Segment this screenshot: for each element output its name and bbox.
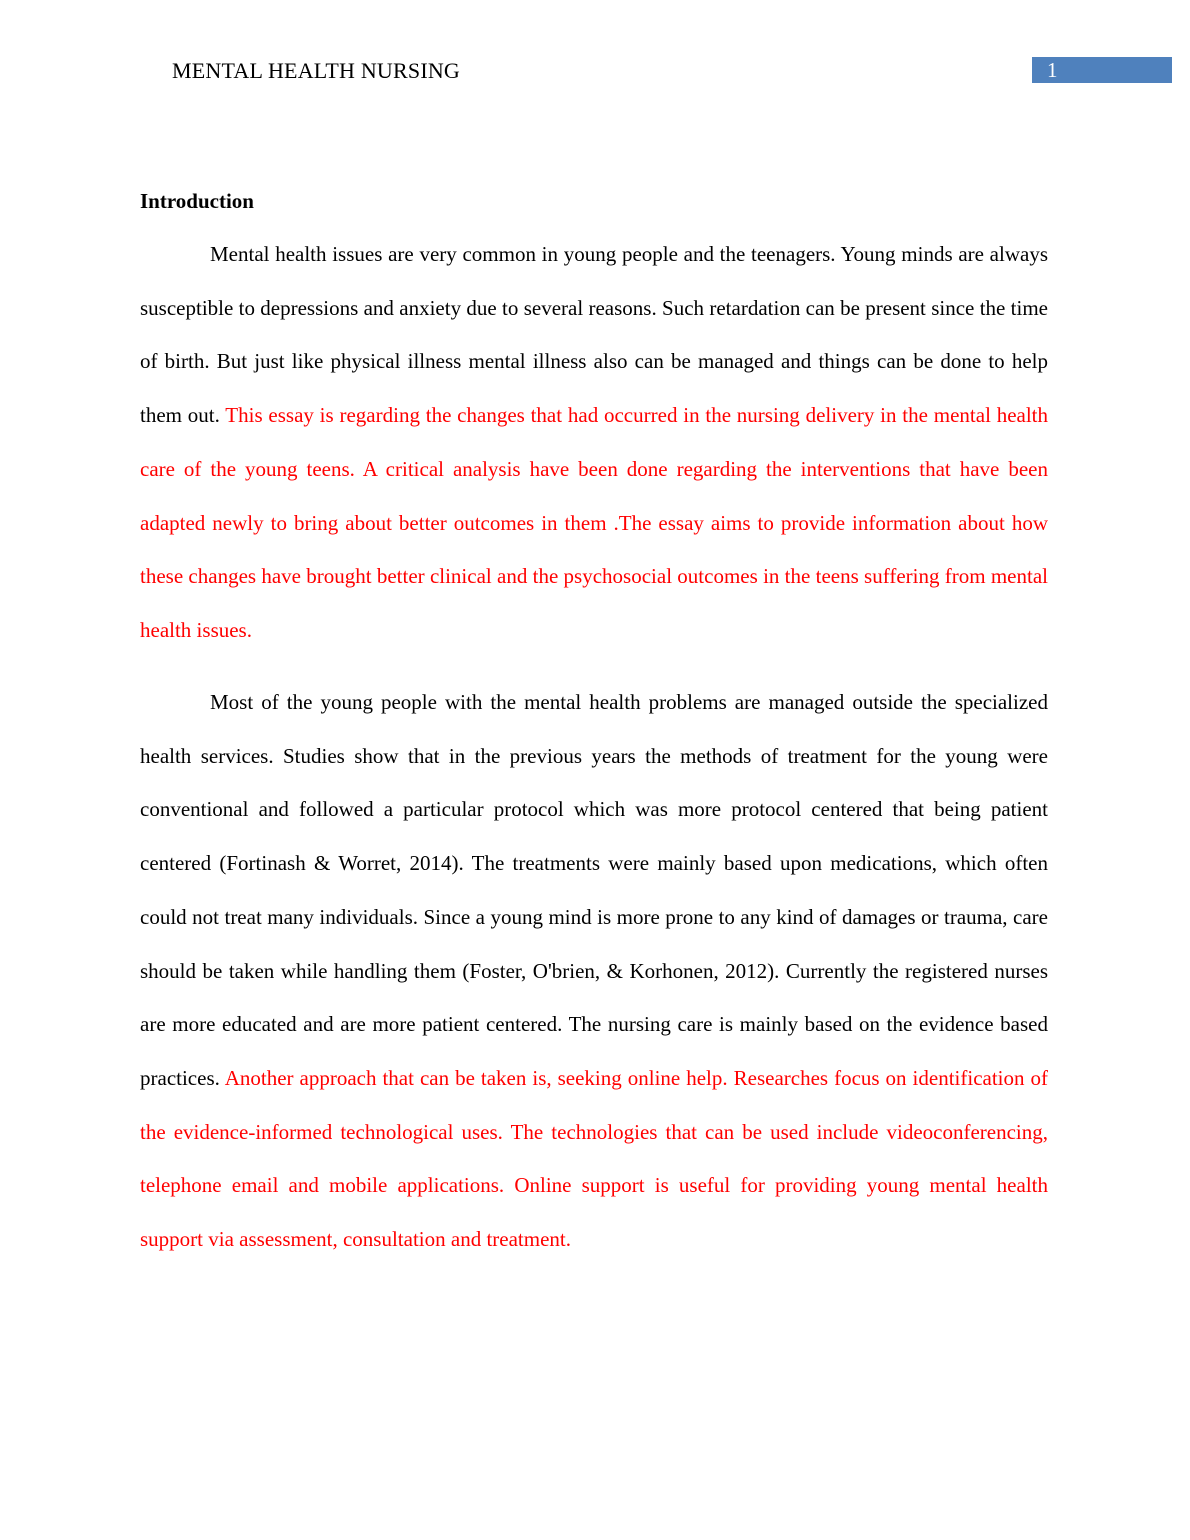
- body-paragraph: [140, 676, 1048, 1267]
- page-number: 1: [1047, 58, 1058, 82]
- paragraph-text: Most of the young people with the mental health problems are managed outside the specialized health services. Studies show that in the previous years the methods of treatment for the young were conventional and followed a particular protocol which was more protocol centered that being patient centered (Fortinash & Worret, 2014). The treatments were mainly based upon medications, which often could not treat many individuals. Since a young mind is more prone to any kind of damages or trauma, care should be taken while handling them (Foster, O'brien, & Korhonen, 2012). Currently the registered nurses are more educated and are more patient centered. The nursing care is mainly based on the evidence based practices.: [140, 690, 1048, 1090]
- highlighted-text: Another approach that can be taken is, seeking online help. Researches focus on identification of the evidence-informed technological uses. The technologies that can be used include videoconferencing, telephone email and mobile applications. Online support is useful for providing young mental health support via assessment, consultation and treatment.: [140, 1065, 1048, 1252]
- highlighted-text: This essay is regarding the changes that had occurred in the nursing delivery in the mental health care of the young teens. A critical analysis have been done regarding the interventions that have been adapted newly to bring about better outcomes in them .The essay aims to provide information about how these changes have brought better clinical and the psychosocial outcomes in the teens suffering from mental health issues.: [140, 403, 1048, 642]
- running-header-title: MENTAL HEALTH NURSING: [172, 58, 461, 83]
- page-number-badge: [1032, 57, 1172, 83]
- paragraph-text: Mental health issues are very common in young people and the teenagers. Young minds are always susceptible to depressions and anxiety due to several reasons. Such retardation can be present since the time of birth. But just like physical illness mental illness also can be managed and things can be done to help them out.: [140, 242, 1048, 428]
- body-paragraph: [140, 228, 1048, 658]
- section-heading: Introduction: [140, 189, 254, 213]
